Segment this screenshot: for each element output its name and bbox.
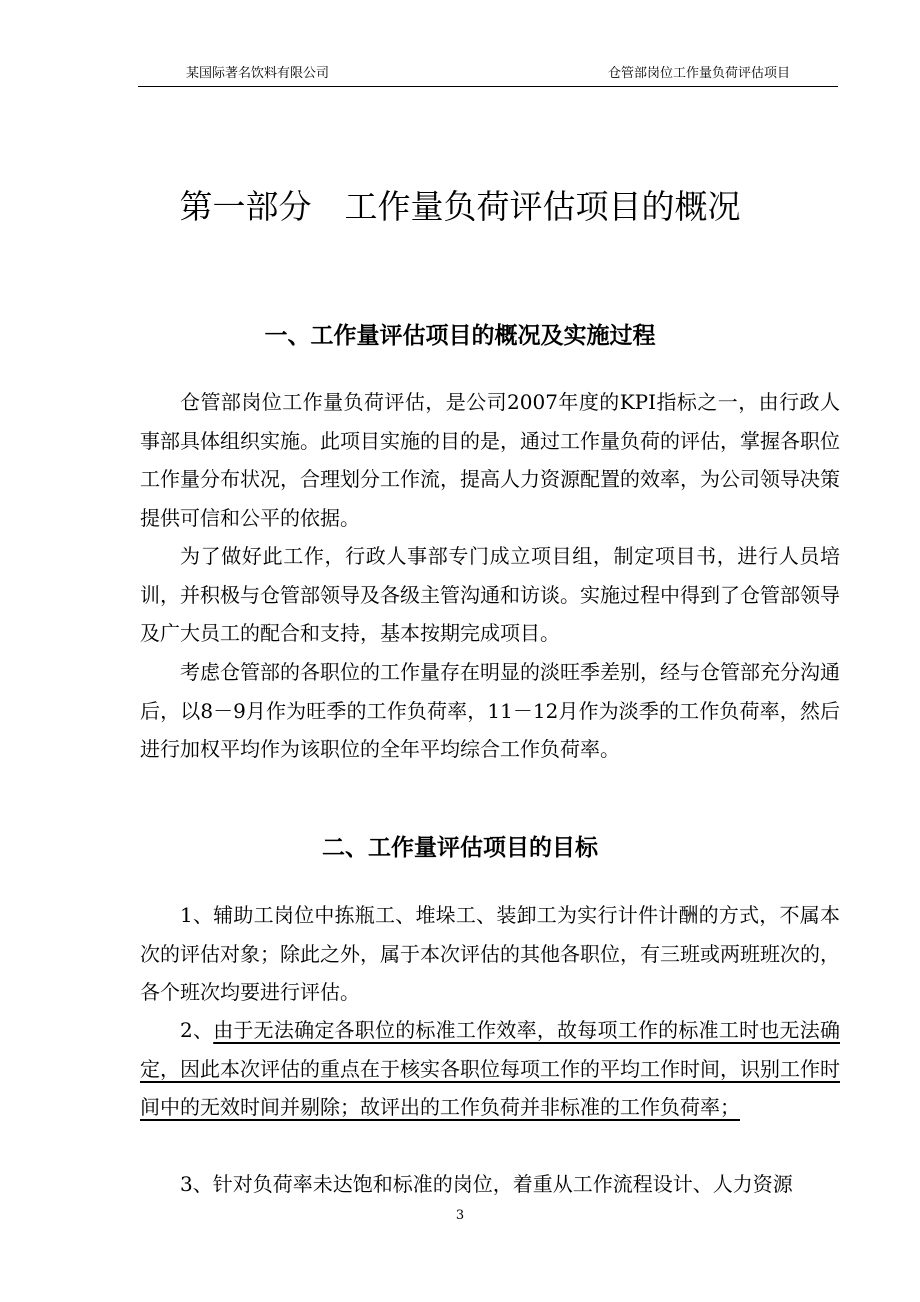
- page-number: 3: [455, 1208, 465, 1223]
- header-project-name: 仓管部岗位工作量负荷评估项目: [607, 66, 790, 81]
- section-2-item-1: 1、辅助工岗位中拣瓶工、堆垛工、装卸工为实行计件计酬的方式，不属本次的评估对象；除此之外，属于本次评估的其他各职位，有三班或两班班次的，各个班次均要进行评估。: [140, 903, 840, 1004]
- section-2-item-3: 3、针对负荷率未达饱和标准的岗位，着重从工作流程设计、人力资源: [180, 1172, 793, 1196]
- page-header: [138, 64, 838, 87]
- section-1-paragraph-1: 仓管部岗位工作量负荷评估，是公司2007年度的KPI指标之一，由行政人事部具体组织实施。此项目实施的目的是，通过工作量负荷的评估，掌握各职位工作量分布状况，合理划分工作流，提高人力资源配置的效率，为公司领导决策提供可信和公平的依据。: [140, 390, 840, 530]
- section-1-title: 一、工作量评估项目的概况及实施过程: [264, 323, 656, 349]
- section-2-title: 二、工作量评估项目的目标: [322, 835, 598, 861]
- section-2-item-2: [140, 1011, 840, 1127]
- section-2-item-2-number: 2、: [180, 1018, 214, 1042]
- section-1-paragraph-2: 为了做好此工作，行政人事部专门成立项目组，制定项目书，进行人员培训，并积极与仓管部领导及各级主管沟通和访谈。实施过程中得到了仓管部领导及广大员工的配合和支持，基本按期完成项目。: [140, 544, 840, 645]
- header-company-name: 某国际著名饮料有限公司: [186, 66, 330, 81]
- section-2-item-2-underlined-text: 由于无法确定各职位的标准工作效率，故每项工作的标准工时也无法确定，因此本次评估的重点在于核实各职位每项工作的平均工作时间，识别工作时间中的无效时间并剔除；故评出的工作负荷并非标准的工作负荷率；: [140, 1018, 840, 1119]
- part-title: 第一部分 工作量负荷评估项目的概况: [179, 187, 741, 226]
- section-1-paragraph-3: 考虑仓管部的各职位的工作量存在明显的淡旺季差别，经与仓管部充分沟通后，以8－9月作为旺季的工作负荷率，11－12月作为淡季的工作负荷率，然后进行加权平均作为该职位的全年平均综合工作负荷率。: [140, 660, 840, 761]
